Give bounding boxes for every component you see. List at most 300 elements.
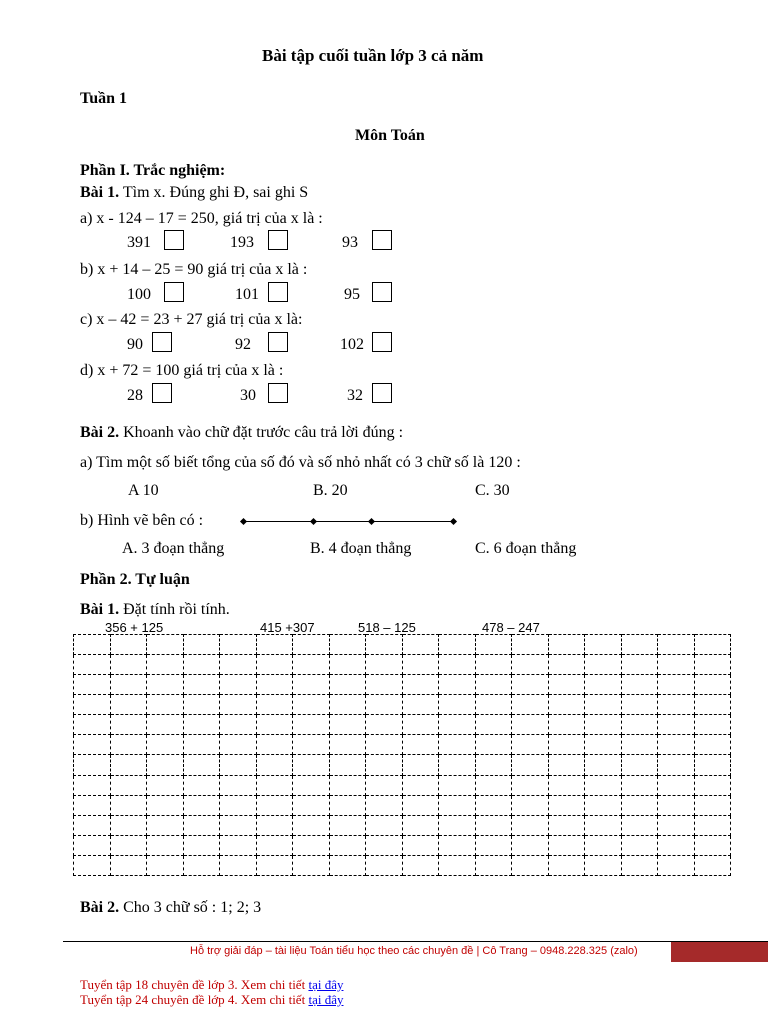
grid-cell[interactable]	[585, 655, 622, 675]
choice-2a-b[interactable]: B. 20	[313, 482, 348, 499]
grid-cell[interactable]	[658, 675, 695, 695]
grid-cell[interactable]	[548, 775, 585, 795]
answer-box[interactable]	[372, 282, 392, 302]
grid-cell[interactable]	[147, 635, 184, 655]
grid-cell[interactable]	[548, 675, 585, 695]
grid-cell[interactable]	[475, 795, 512, 815]
grid-cell[interactable]	[220, 835, 257, 855]
grid-cell[interactable]	[658, 775, 695, 795]
grid-cell[interactable]	[475, 715, 512, 735]
grid-cell[interactable]	[585, 675, 622, 695]
grid-cell[interactable]	[110, 755, 147, 775]
week-label: Tuần 1	[80, 90, 127, 107]
grid-cell[interactable]	[512, 855, 549, 875]
grid-cell[interactable]	[621, 695, 658, 715]
operation-2: 415 +307	[260, 620, 315, 635]
grid-cell[interactable]	[110, 735, 147, 755]
grid-cell[interactable]	[220, 715, 257, 735]
grid-cell[interactable]	[110, 695, 147, 715]
grid-cell[interactable]	[110, 815, 147, 835]
grid-cell[interactable]	[147, 655, 184, 675]
p2-ex2-label: Bài 2.	[80, 899, 120, 916]
grid-cell[interactable]	[74, 655, 111, 675]
promo-text: Tuyển tập 24 chuyên đề lớp 4. Xem chi tiết	[80, 992, 309, 1007]
part1-ex2-line	[80, 424, 403, 442]
grid-cell[interactable]	[220, 635, 257, 655]
grid-cell[interactable]	[512, 795, 549, 815]
grid-cell[interactable]	[694, 715, 731, 735]
grid-cell[interactable]	[220, 655, 257, 675]
grid-cell[interactable]	[585, 755, 622, 775]
grid-cell[interactable]	[256, 735, 293, 755]
grid-cell[interactable]	[220, 695, 257, 715]
grid-cell[interactable]	[256, 795, 293, 815]
grid-cell[interactable]	[329, 635, 366, 655]
grid-cell[interactable]	[74, 635, 111, 655]
grid-cell[interactable]	[366, 835, 403, 855]
grid-cell[interactable]	[183, 715, 220, 735]
grid-cell[interactable]	[475, 855, 512, 875]
grid-cell[interactable]	[293, 835, 330, 855]
grid-cell[interactable]	[694, 655, 731, 675]
grid-cell[interactable]	[147, 795, 184, 815]
grid-cell[interactable]	[183, 695, 220, 715]
grid-cell[interactable]	[183, 775, 220, 795]
grid-row	[74, 755, 731, 775]
grid-cell[interactable]	[329, 715, 366, 735]
grid-row	[74, 655, 731, 675]
ex2-label: Bài 2.	[80, 424, 120, 441]
answer-box[interactable]	[152, 383, 172, 403]
grid-row	[74, 735, 731, 755]
grid-cell[interactable]	[475, 775, 512, 795]
grid-cell[interactable]	[402, 755, 439, 775]
grid-cell[interactable]	[256, 675, 293, 695]
grid-cell[interactable]	[475, 735, 512, 755]
grid-cell[interactable]	[548, 815, 585, 835]
grid-cell[interactable]	[256, 655, 293, 675]
option-c-3: 102	[340, 336, 364, 353]
grid-cell[interactable]	[183, 815, 220, 835]
grid-cell[interactable]	[621, 635, 658, 655]
choice-2a-c[interactable]: C. 30	[475, 482, 510, 499]
grid-cell[interactable]	[585, 815, 622, 835]
grid-cell[interactable]	[329, 675, 366, 695]
grid-cell[interactable]	[293, 735, 330, 755]
grid-cell[interactable]	[621, 815, 658, 835]
grid-cell[interactable]	[256, 835, 293, 855]
grid-cell[interactable]	[475, 695, 512, 715]
grid-cell[interactable]	[256, 635, 293, 655]
grid-cell[interactable]	[147, 695, 184, 715]
grid-cell[interactable]	[694, 835, 731, 855]
answer-box[interactable]	[268, 383, 288, 403]
promo-line-1	[80, 977, 343, 993]
grid-cell[interactable]	[402, 835, 439, 855]
choice-2b-c[interactable]: C. 6 đoạn thẳng	[475, 540, 577, 557]
grid-cell[interactable]	[585, 715, 622, 735]
grid-cell[interactable]	[402, 695, 439, 715]
grid-cell[interactable]	[329, 835, 366, 855]
answer-box[interactable]	[372, 383, 392, 403]
option-d-1: 28	[127, 387, 143, 404]
footer-accent-bar	[671, 942, 768, 962]
operation-1: 356 + 125	[105, 620, 164, 635]
grid-row	[74, 835, 731, 855]
option-a-2: 193	[230, 234, 254, 251]
grid-cell[interactable]	[621, 855, 658, 875]
grid-cell[interactable]	[475, 655, 512, 675]
grid-cell[interactable]	[439, 675, 476, 695]
answer-box[interactable]	[372, 230, 392, 250]
question-c: c) x – 42 = 23 + 27 giá trị của x là:	[80, 311, 303, 328]
grid-cell[interactable]	[402, 855, 439, 875]
grid-cell[interactable]	[621, 675, 658, 695]
segment-point	[368, 518, 375, 525]
answer-box[interactable]	[268, 282, 288, 302]
segment-point	[240, 518, 247, 525]
grid-cell[interactable]	[147, 755, 184, 775]
grid-cell[interactable]	[658, 735, 695, 755]
segment-line	[243, 521, 454, 522]
grid-cell[interactable]	[183, 635, 220, 655]
option-c-1: 90	[127, 336, 143, 353]
grid-cell[interactable]	[512, 695, 549, 715]
grid-cell[interactable]	[147, 775, 184, 795]
grid-cell[interactable]	[147, 735, 184, 755]
grid-cell[interactable]	[293, 675, 330, 695]
answer-grid	[73, 634, 731, 876]
grid-cell[interactable]	[256, 715, 293, 735]
grid-cell[interactable]	[329, 755, 366, 775]
grid-cell[interactable]	[402, 795, 439, 815]
option-b-3: 95	[344, 286, 360, 303]
grid-cell[interactable]	[256, 815, 293, 835]
grid-cell[interactable]	[439, 755, 476, 775]
grid-cell[interactable]	[548, 715, 585, 735]
grid-cell[interactable]	[293, 815, 330, 835]
p2-ex2-text: Cho 3 chữ số : 1; 2; 3	[123, 899, 262, 916]
grid-cell[interactable]	[475, 675, 512, 695]
grid-cell[interactable]	[694, 695, 731, 715]
grid-cell[interactable]	[658, 795, 695, 815]
grid-cell[interactable]	[658, 815, 695, 835]
ex1-text: Tìm x. Đúng ghi Đ, sai ghi S	[122, 184, 309, 201]
grid-row	[74, 775, 731, 795]
part1-heading: Phần I. Trắc nghiệm:	[80, 162, 226, 179]
grid-cell[interactable]	[147, 815, 184, 835]
grid-cell[interactable]	[256, 755, 293, 775]
grid-cell[interactable]	[512, 775, 549, 795]
grid-cell[interactable]	[402, 715, 439, 735]
grid-cell[interactable]	[548, 795, 585, 815]
grid-cell[interactable]	[256, 775, 293, 795]
grid-cell[interactable]	[293, 655, 330, 675]
grid-cell[interactable]	[366, 855, 403, 875]
grid-cell[interactable]	[293, 795, 330, 815]
grid-cell[interactable]	[220, 675, 257, 695]
grid-cell[interactable]	[621, 775, 658, 795]
option-d-3: 32	[347, 387, 363, 404]
grid-cell[interactable]	[512, 835, 549, 855]
grid-cell[interactable]	[475, 635, 512, 655]
option-a-3: 93	[342, 234, 358, 251]
grid-cell[interactable]	[621, 755, 658, 775]
operation-3: 518 – 125	[358, 620, 416, 635]
grid-row	[74, 695, 731, 715]
grid-cell[interactable]	[74, 715, 111, 735]
grid-cell[interactable]	[694, 855, 731, 875]
grid-cell[interactable]	[585, 855, 622, 875]
grid-cell[interactable]	[220, 775, 257, 795]
grid-cell[interactable]	[220, 795, 257, 815]
answer-box[interactable]	[268, 230, 288, 250]
grid-cell[interactable]	[220, 855, 257, 875]
grid-cell[interactable]	[621, 795, 658, 815]
part2-ex1-line	[80, 601, 230, 619]
question-a: a) x - 124 – 17 = 250, giá trị của x là :	[80, 210, 323, 227]
grid-cell[interactable]	[147, 855, 184, 875]
grid-cell[interactable]	[658, 635, 695, 655]
grid-cell[interactable]	[621, 835, 658, 855]
grid-cell[interactable]	[366, 715, 403, 735]
grid-cell[interactable]	[439, 855, 476, 875]
grid-cell[interactable]	[548, 635, 585, 655]
grid-cell[interactable]	[585, 695, 622, 715]
ex1-label: Bài 1.	[80, 184, 120, 201]
grid-cell[interactable]	[293, 855, 330, 875]
grid-cell[interactable]	[439, 735, 476, 755]
grid-cell[interactable]	[329, 855, 366, 875]
operation-4: 478 – 247	[482, 620, 540, 635]
grid-cell[interactable]	[585, 635, 622, 655]
grid-cell[interactable]	[220, 755, 257, 775]
segment-point	[310, 518, 317, 525]
option-b-2: 101	[235, 286, 259, 303]
grid-cell[interactable]	[694, 815, 731, 835]
grid-cell[interactable]	[402, 815, 439, 835]
grid-cell[interactable]	[548, 855, 585, 875]
grid-cell[interactable]	[329, 655, 366, 675]
grid-cell[interactable]	[293, 775, 330, 795]
grid-cell[interactable]	[439, 795, 476, 815]
grid-cell[interactable]	[658, 715, 695, 735]
grid-cell[interactable]	[694, 675, 731, 695]
grid-cell[interactable]	[366, 695, 403, 715]
grid-cell[interactable]	[293, 695, 330, 715]
grid-cell[interactable]	[512, 635, 549, 655]
grid-cell[interactable]	[183, 855, 220, 875]
grid-cell[interactable]	[147, 715, 184, 735]
option-a-1: 391	[127, 234, 151, 251]
grid-cell[interactable]	[512, 755, 549, 775]
grid-cell[interactable]	[548, 735, 585, 755]
footer-text: Hỗ trợ giải đáp – tài liệu Toán tiểu học theo các chuyên đề | Cô Trang – 0948.228.325 (zalo)	[190, 945, 638, 957]
grid-cell[interactable]	[183, 755, 220, 775]
grid-cell[interactable]	[548, 695, 585, 715]
grid-cell[interactable]	[110, 795, 147, 815]
grid-cell[interactable]	[694, 755, 731, 775]
grid-cell[interactable]	[658, 695, 695, 715]
grid-cell[interactable]	[439, 815, 476, 835]
grid-cell[interactable]	[110, 855, 147, 875]
grid-cell[interactable]	[74, 695, 111, 715]
grid-cell[interactable]	[658, 755, 695, 775]
grid-cell[interactable]	[110, 715, 147, 735]
grid-cell[interactable]	[658, 655, 695, 675]
promo-text: Tuyển tập 18 chuyên đề lớp 3. Xem chi tiết	[80, 977, 309, 992]
grid-cell[interactable]	[110, 635, 147, 655]
grid-cell[interactable]	[366, 735, 403, 755]
grid-cell[interactable]	[183, 795, 220, 815]
promo-link[interactable]: tại đây	[308, 992, 344, 1007]
grid-cell[interactable]	[366, 755, 403, 775]
grid-cell[interactable]	[585, 835, 622, 855]
grid-cell[interactable]	[147, 835, 184, 855]
grid-cell[interactable]	[366, 655, 403, 675]
grid-cell[interactable]	[402, 635, 439, 655]
grid-cell[interactable]	[585, 795, 622, 815]
grid-cell[interactable]	[183, 835, 220, 855]
grid-cell[interactable]	[366, 775, 403, 795]
answer-box[interactable]	[372, 332, 392, 352]
grid-cell[interactable]	[694, 735, 731, 755]
grid-cell[interactable]	[74, 795, 111, 815]
grid-cell[interactable]	[256, 855, 293, 875]
grid-cell[interactable]	[658, 835, 695, 855]
grid-cell[interactable]	[74, 735, 111, 755]
grid-row	[74, 855, 731, 875]
part2-ex2-line	[80, 899, 261, 917]
grid-cell[interactable]	[329, 795, 366, 815]
grid-cell[interactable]	[439, 655, 476, 675]
grid-cell[interactable]	[439, 775, 476, 795]
grid-cell[interactable]	[585, 735, 622, 755]
part1-ex1-line	[80, 184, 308, 202]
grid-cell[interactable]	[329, 695, 366, 715]
grid-cell[interactable]	[183, 735, 220, 755]
grid-cell[interactable]	[183, 675, 220, 695]
grid-cell[interactable]	[110, 655, 147, 675]
option-c-2: 92	[235, 336, 251, 353]
answer-box[interactable]	[268, 332, 288, 352]
footer-divider	[63, 941, 768, 942]
grid-cell[interactable]	[621, 715, 658, 735]
grid-cell[interactable]	[74, 675, 111, 695]
grid-cell[interactable]	[366, 675, 403, 695]
grid-cell[interactable]	[512, 815, 549, 835]
question-b: b) x + 14 – 25 = 90 giá trị của x là :	[80, 261, 308, 278]
option-b-1: 100	[127, 286, 151, 303]
p2-ex1-text: Đặt tính rồi tính.	[123, 601, 230, 618]
question-d: d) x + 72 = 100 giá trị của x là :	[80, 362, 284, 379]
grid-cell[interactable]	[694, 635, 731, 655]
grid-cell[interactable]	[110, 835, 147, 855]
p2-ex1-label: Bài 1.	[80, 601, 120, 618]
grid-cell[interactable]	[366, 815, 403, 835]
grid-row	[74, 675, 731, 695]
grid-cell[interactable]	[402, 735, 439, 755]
grid-cell[interactable]	[439, 835, 476, 855]
grid-cell[interactable]	[402, 675, 439, 695]
grid-cell[interactable]	[293, 635, 330, 655]
part2-heading: Phần 2. Tự luận	[80, 571, 190, 588]
grid-cell[interactable]	[694, 795, 731, 815]
grid-cell[interactable]	[658, 855, 695, 875]
choice-2a-a[interactable]: A 10	[128, 482, 159, 499]
grid-cell[interactable]	[548, 655, 585, 675]
grid-cell[interactable]	[512, 675, 549, 695]
grid-cell[interactable]	[366, 635, 403, 655]
grid-cell[interactable]	[402, 775, 439, 795]
grid-cell[interactable]	[548, 755, 585, 775]
grid-cell[interactable]	[74, 755, 111, 775]
promo-link[interactable]: tại đây	[308, 977, 344, 992]
grid-cell[interactable]	[293, 715, 330, 735]
choice-2b-b[interactable]: B. 4 đoạn thẳng	[310, 540, 412, 557]
grid-cell[interactable]	[621, 735, 658, 755]
grid-cell[interactable]	[475, 835, 512, 855]
grid-cell[interactable]	[512, 655, 549, 675]
grid-cell[interactable]	[512, 715, 549, 735]
question-2b: b) Hình vẽ bên có :	[80, 512, 204, 529]
grid-cell[interactable]	[439, 695, 476, 715]
grid-cell[interactable]	[439, 635, 476, 655]
grid-cell[interactable]	[74, 815, 111, 835]
grid-cell[interactable]	[110, 675, 147, 695]
answer-box[interactable]	[152, 332, 172, 352]
segment-point	[450, 518, 457, 525]
grid-cell[interactable]	[475, 815, 512, 835]
grid-cell[interactable]	[585, 775, 622, 795]
grid-cell[interactable]	[110, 775, 147, 795]
grid-cell[interactable]	[621, 655, 658, 675]
subject-label: Môn Toán	[355, 127, 425, 144]
grid-cell[interactable]	[329, 775, 366, 795]
grid-cell[interactable]	[256, 695, 293, 715]
answer-box[interactable]	[164, 230, 184, 250]
grid-cell[interactable]	[329, 815, 366, 835]
grid-cell[interactable]	[402, 655, 439, 675]
grid-row	[74, 795, 731, 815]
grid-cell[interactable]	[694, 775, 731, 795]
grid-cell[interactable]	[329, 735, 366, 755]
grid-cell[interactable]	[475, 755, 512, 775]
grid-cell[interactable]	[74, 855, 111, 875]
answer-box[interactable]	[164, 282, 184, 302]
grid-cell[interactable]	[439, 715, 476, 735]
choice-2b-a[interactable]: A. 3 đoạn thẳng	[122, 540, 225, 557]
grid-row	[74, 715, 731, 735]
grid-row	[74, 815, 731, 835]
grid-cell[interactable]	[147, 675, 184, 695]
option-d-2: 30	[240, 387, 256, 404]
grid-cell[interactable]	[220, 815, 257, 835]
grid-cell[interactable]	[220, 735, 257, 755]
question-2a: a) Tìm một số biết tổng của số đó và số nhỏ nhất có 3 chữ số là 120 :	[80, 454, 521, 471]
ex2-text: Khoanh vào chữ đặt trước câu trả lời đúng :	[123, 424, 404, 441]
promo-line-2	[80, 992, 343, 1008]
grid-cell[interactable]	[366, 795, 403, 815]
grid-cell[interactable]	[74, 835, 111, 855]
grid-cell[interactable]	[183, 655, 220, 675]
grid-cell[interactable]	[74, 775, 111, 795]
grid-cell[interactable]	[548, 835, 585, 855]
grid-row	[74, 635, 731, 655]
grid-cell[interactable]	[512, 735, 549, 755]
document-title: Bài tập cuối tuần lớp 3 cả năm	[262, 46, 484, 65]
grid-cell[interactable]	[293, 755, 330, 775]
